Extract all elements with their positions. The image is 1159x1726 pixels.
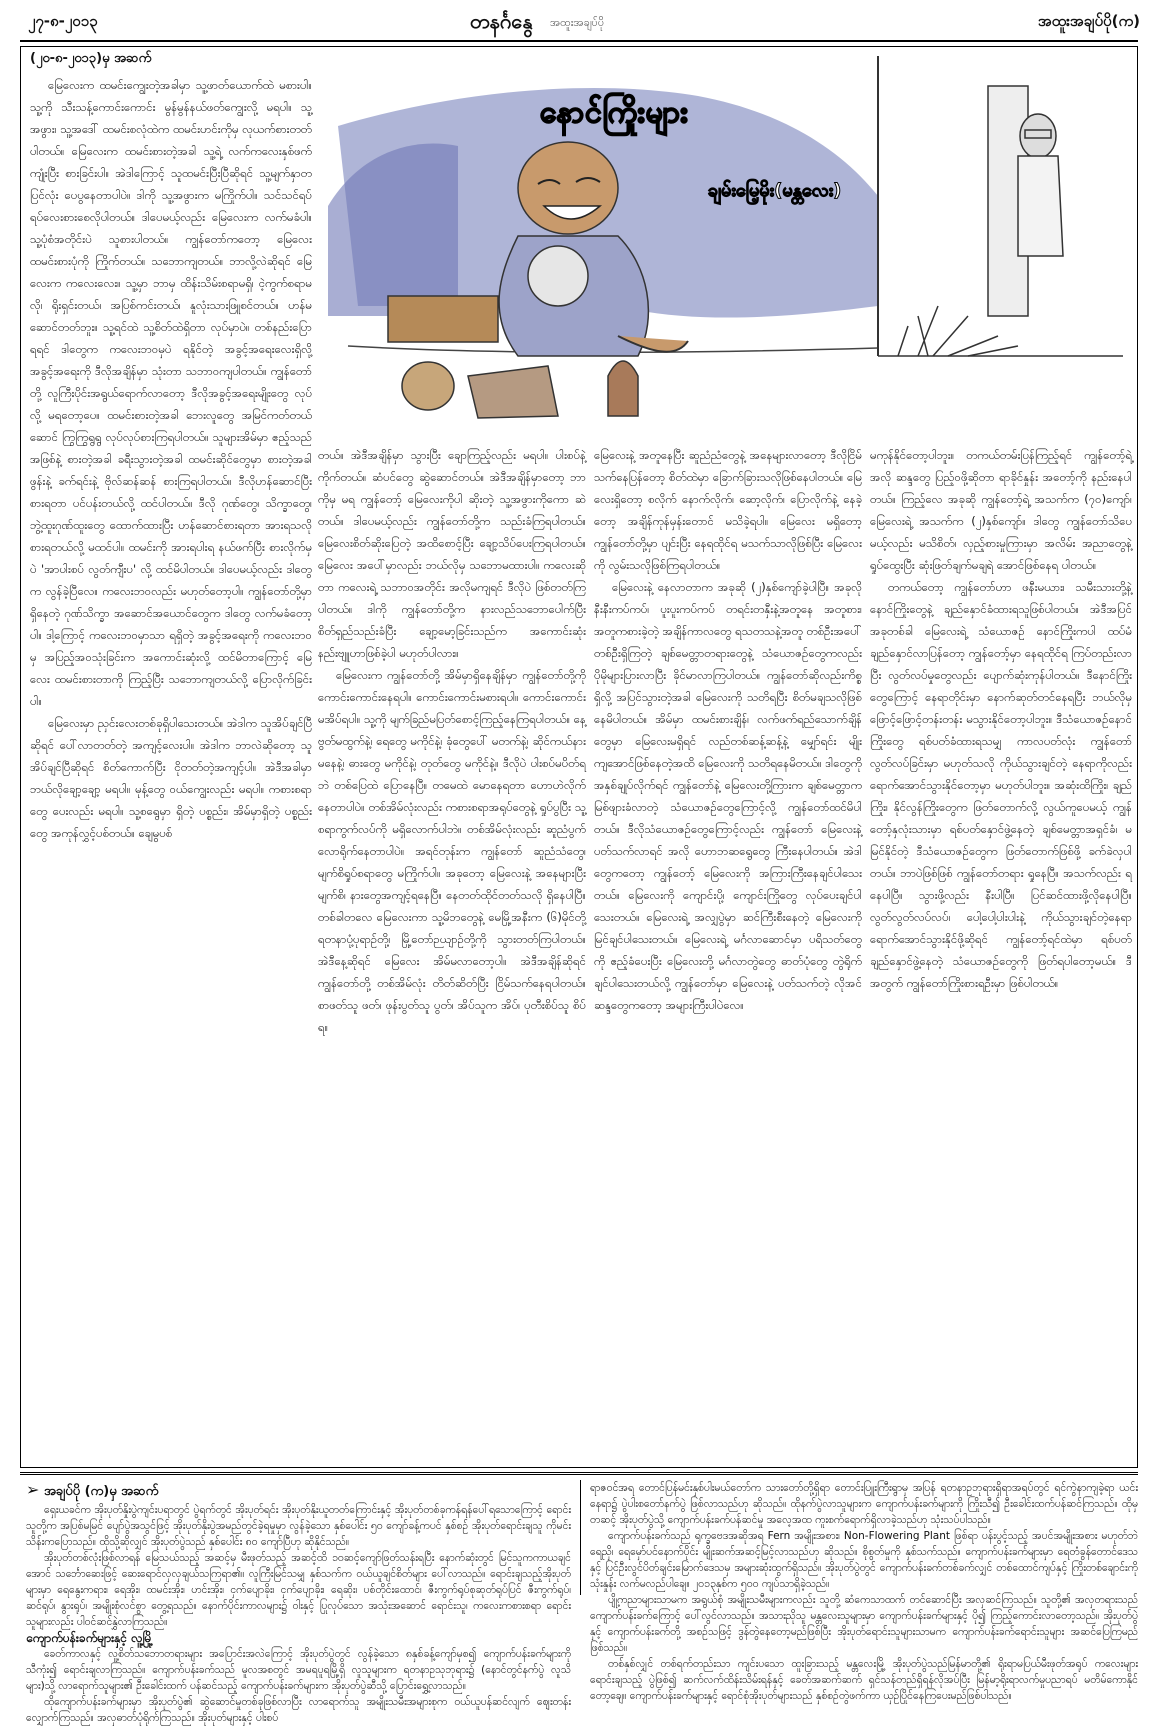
issue-date: ၂၇-၈-၂၀၁၃ [28,12,98,30]
article-column-1 [30,74,312,1462]
article-column-4 [870,444,1132,1462]
toy-figure-1 [402,362,454,410]
toy-figure-2 [608,361,638,416]
cartoon-drawing [318,56,1130,444]
arrow-icon: ➢ [26,1480,40,1499]
masthead [20,8,1140,38]
old-man-body [1018,156,1063,256]
paragraph: အိုးပုတ်တစ်လုံးဖြစ်လာရန် မြေသယ်သည့် အဆင့်မှ မီးဖုတ်သည့် အဆင့်ထိ ၁၀ဆင့်ကျော်ဖြတ်သန်းရပြီး နောက်ဆုံးတွင် မြင်သူကကာယချင်အောင် သင်္ဘောဆေးဖြင့် ဆေးရောင်လှလှချယ်သကြရာ၏။ လူကြီးမြင်သမျှ နှစ်သက်က ဝယ်ယူချင်စိတ်များ ပေါ်လာသည်။ ရောင်းချသည့်အိုးပုတ်များမှာ ရေနွေးကရား၊ ရေအိုး၊ ထမင်းအိုး၊ ဟင်းအိုး၊ ငှက်ပျောခိုး၊ ငှက်ပျောခိုး၊ ရေဆိုး၊ ပစ်တိုင်းထောင်၊ ဇီးကွက်ရုပ်စုဆုတ်ရုပ်ပြင် ဇီးကွက်ရုပ်၊ ဆင်ရုပ်၊ နွားရုပ်၊ အမျိုးစုံလင်စွာ တွေ့ရသည်။ နောက်ပိုင်းကာလများ၌ ဝါးနှင့် ပြုလုပ်သော အသုံးအဆောင် ရောင်းသူ၊ ကလေးကစားစရာ ရောင်းသူများလည်း ပါဝင်ဆင်နွှဲလာကြသည်။ [26,1552,571,1628]
paragraph: ခေတ်ကာလနှင့် လူ့စိတ်သဘောတရားများ အပြောင်းအလဲကြောင့် အိုးပုတ်ပွဲတွင် လွန်ခဲ့သော ၈နှစ်ခန့်ကျော်မှစ၍ ကျောက်ပန်းခက်များကို သီကုံး၍ ရောင်းချလာကြသည်။ ကျောက်ပန်းခက်သည် မူလအစတွင် အမရပူရမြို့ရှိ လူသူများက ရတနာဥသုဘုရား၌ (နောင်တွင်နက်ပွဲ လူသိများ)သို့ လာရောက်သူများ၏ ဦးခေါင်းထက် ပန်ဆင်သည့် ကျောက်ပန်းခက်များက အိုးပုတ်ပွဲဆီသို့ ပြောင်းရွှေ့လာသည်။ [26,1648,571,1692]
lower-column-right [590,1480,1138,1702]
ball [528,246,588,306]
continued-from-label: (၂၀-၈-၂၀၁၃)မှ အဆက် [30,51,152,66]
newspaper-title: တနင်္ဂနွေ [470,9,533,33]
paragraph: တစ်နှစ်လျှင် တစ်ရက်တည်းသာ ကျင်းပသော ထူးခြားသည့် မန္တလေးမြို့ အိုးပုတ်ပွဲသည်မြန်မာတို့၏ ရိုးရာမပြယ်မီးဖုတ်အရုပ် ကလေးများရောင်းချသည့် ပွဲဖြစ်၍ ဆက်လက်ထိန်းသိမ်းရန်နှင့် ခေတ်အဆက်ဆက် ရှင်သန်တည်ရှိရန်လိုအပ်ပြီး မြန်မာ့ရိုးရာလက်မှုပညာရပ် မတိမ်ကောနိုင်တော့ချေ။ ကျောက်ပန်းခက်များနှင့် ရောင်စုံအိုးပုတ်များသည် နှစ်စဉ်တွဲဖက်ကာ ယှဉ်ပြိုင်နေကြပေးမည်ဖြစ်ပါသည်။ [590,1658,1138,1702]
section-label: အထူးအချပ်ပို(က) [1037,12,1140,30]
lower-continued-label: အချပ်ပို (က)မှ အဆက် [43,1484,159,1499]
newspaper-subtitle: အထူးအချပ်ပို [550,16,605,29]
subheading: ကျောက်ပန်းခက်များနှင့် လူ့မြို့ [26,1631,154,1645]
paragraph: မြေလေးနဲ့ အတူနေပြီး ဆူညံညံတွေနဲ့ အနေများလာတော့ ဒီလိုငြိမ်သက်နေပြန်တော့ စိတ်ထဲမှာ ခြောက်ခြားသလိုဖြစ်နေပါတယ်။ မြေလေးရှိတော့ စလိုက် နောက်လိုက်၊ ဆော့လိုက်၊ ပြောလိုက်နဲ့ နေခဲ့တော့ အချိန်ကုန်မှန်းတောင် မသိခဲ့ရပါ။ မြေလေး မရှိတော့ ကျွန်တော်တို့မှာ ပျင်းပြီး နေရထိုင်ရ မသက်သာလိုဖြစ်ပြီး မြေလေးကို လွမ်းသလိုဖြစ်ကြရပါတယ်။ [594,448,862,572]
toy-cart [388,296,498,342]
paragraph: မြေလေးမှာ ညှင်းလေးတစ်ခုရှိပါသေးတယ်။ အဲဒါက သူအိပ်ချင်ပြီဆိုရင် ပေါ်လာတတ်တဲ့ အကျင့်လေးပါ။ အဲဒါက ဘာလဲဆိုတော့ သူအိပ်ချင်ပြီဆိုရင် စိတ်ကောက်ပြီး ငိုတတ်တဲ့အကျင့်ပါ။ အဲဒီအခါမှာ ဘယ်လိုချော့ချော့ မရပါ။ မုန့်တွေ ဝယ်ကျွေးလည်း မရပါ။ ကစားစရာတွေ ပေးလည်း မရပါ။ သူ့စရွေမှာ ရှိတဲ့ ပစ္စည်း၊ အိမ်မှာရှိတဲ့ ပစ္စည်းတွေ အကုန်လွှင့်ပစ်တယ်။ ချေမွပစ် [30,716,312,840]
toy-animal [468,366,558,418]
column-divider [580,1480,581,1595]
paragraph: မြေလေးက ထမင်းကျွေးတဲ့အခါမှာ သူ့ဖာတ်ယောက်ထဲ မစားပါ။ သူ့ကို သီးသန့်ကောင်းကောင်း မွန်မွန်နယ်ဖတ်ကျွေးလို့ မရပါ။ သူ့အဖွား၊ သူ့အဒေါ် ထမင်းစလုံထဲက ထမင်းဟင်းကိုမှ လုယက်စားတတ်ပါတယ်။ မြေလေးက ထမင်းစားတဲ့အခါ သူ့ရဲ့ လက်ကလေးနှစ်ဖက်ကျုံးပြီး စားခြင်းပါ။ အဲဒါကြောင့် သူထမင်းပြီးပြီဆိုရင် သူ့မျက်နှာတပြင်လုံး ပေပွနေတာပါပဲ။ ဒါကို သူ့အဖွားက မကြိုက်ပါ။ သင်သင်ရပ်ရပ်လေးစားစေလိုပါတယ်။ ဒါပေမယ့်လည်း မြေလေးက လက်မခံပါ။ သူ့ပုံစံအတိုင်းပဲ သူစားပါတယ်။ ကျွန်တော်ကတော့ မြေလေးထမင်းစားပုံကို ကြိုက်တယ်။ သဘောကျတယ်။ ဘာလို့လဲဆိုရင် မြေလေးက ကလေးလေး။ သူ့မှာ ဘာမှ ထိန်းသိမ်းစရာမရှိ၊ ငဲ့ကွက်စရာမလို၊ ရိုးရှင်းတယ်၊ အပြစ်ကင်းတယ်၊ နူလုံးသားဖြူစင်တယ်။ ဟန်မဆောင်တတ်ဘူး။ သူ့ရင်ထဲ သူ့စိတ်ထဲရှိတာ လုပ်မှာပဲ။ တစ်နည်းပြောရရင် ဒါတွေက ကလေးဘဝမှပဲ ရနိုင်တဲ့ အခွင့်အရေးလေးရှိလို့ အခွင့်အရေးကို ဒီလိုအချိန်မှာ သုံးတာ သဘာဝကျပါတယ်။ ကျွန်တော်တို့ လူကြီးပိုင်းအရွယ်ရောက်လာတော့ ဒီလိုအခွင့်အရေးမျိုးတွေ လုပ်လို့ မရတော့ပေ။ ထမင်းစားတဲ့အခါ ဘေးလူတွေ အမြင်ကတ်တယ်ဆောင် ကြွကြွရွရွ လုပ်လုပ်စားကြရပါတယ်။ သူများအိမ်မှာ ဧည့်သည်အဖြစ်နဲ့ စားတဲ့အခါ ခရီးသွားတဲ့အခါ ထမင်းဆိုင်တွေမှာ စားတဲ့အခါ ဖွန်းနဲ့ ခက်ရင်းနဲ့ ဗိုလ်ဆန်ဆန် စားကြရပါတယ်။ ဒီလိုဟန်ဆောင်ပြီး စားရတာ ပင်ပန်းတယ်လို့ ထင်ပါတယ်။ ဒီလို ဂုဏ်တွေ၊ သိက္ခာတွေ၊ ဘွဲ့ထူးဂုဏ်ထူးတွေ ထောက်ထားပြီး ဟန်ဆောင်စားရတာ အားရသလို စားရတယ်လို့ မထင်ပါ။ ထမင်းကို အားရပါးရ နယ်ဖက်ပြီး စားလိုက်မှပဲ 'အာပါးစပ် လွတ်ကျီးပ' လို့ ထင်မိပါတယ်။ ဒါပေမယ့်လည်း ဒါတွေက လွန်ခဲ့ပြီလေ။ ကလေးဘဝလည်း မဟုတ်တော့ပါ။ ကျွန်တော်တို့မှာ ရှိနေတဲ့ ဂုဏ်သိက္ခာ အဆောင်အယောင်တွေက ဒါတွေ လက်မခံတော့ပါ။ ဒါ့ကြောင့် ကလေးဘဝမှာသာ ရရှိတဲ့ အခွင့်အရေးကို ကလေးဘဝမှ အပြည့်အဝသုံးခြင်းက အကောင်းဆုံးလို့ ထင်မိတာကြောင့် မြေလေး ထမင်းစားတာကို ကြည့်ပြီး သဘောကျတယ်လို့ ပြောလိုက်ခြင်းပါ။ [30,78,312,708]
section-divider [20,1472,1138,1475]
paragraph: ထိုကျောက်ပန်းခက်များမှာ အိုးပုတ်ပွဲ၏ ဆွဲဆောင်မှုတစ်ခုဖြစ်လာပြီး လာရောက်သူ အမျိုးသမီးအများစုက ဝယ်ယူပန်ဆင်လျက် ဈေးတန်းလျှောက်ကြသည်။ အလှဓာတ်ပုံရိုက်ကြသည်။ အိုးပုတ်များနှင့် ပါးစပ် [26,1696,571,1724]
article-byline: ချမ်းမြေ့မိုး(မန္တလေး) [708,180,842,201]
child-head [518,142,618,234]
illustration [318,56,1130,444]
lower-column-left [26,1502,571,1724]
lower-continued-heading [26,1480,158,1502]
paragraph: မြေလေးနဲ့ နေလာတာက အခုဆို (၂)နှစ်ကျော်ခဲ့ပါပြီ။ အခုလို နီးနီးကပ်ကပ်၊ ပူးပူးကပ်ကပ် တရင်းတနှီးနဲ့အတူနေ အတူစား၊ အတူကစားခဲ့တဲ့ အချိန်ကာလတွေ ရသတသနဲ့အတူ တစ်ဦးအပေါ် တစ်ဦးရှိကြတဲ့ ချစ်မေတ္တာတရားတွေနဲ့ သံယောဇဉ်တွေကလည်း ပိုမိုများပြားလာပြီး ခိုင်မာလာကြပါတယ်။ ကျွန်တော်ဆိုလည်းကိစ္စရှိလို့ အပြင်သွားတဲ့အခါ မြေလေးကို သတိရပြီး စိတ်မချသလိုဖြစ်နေမိပါတယ်။ အိမ်မှာ ထမင်းစားချိန်၊ လက်ဖက်ရည်သောက်ချိန်တွေမှာ မြေလေးမရှိရင် လည်တစ်ဆန့်ဆန့်နဲ့ မျှော်ရင်း မျိုးကျအောင်ဖြစ်နေတဲ့အထိ မြေလေးကို သတိရနေမိတယ်။ ဒါတွေကို အနှစ်ချုပ်လိုက်ရင် ကျွန်တော်နဲ့ မြေလေးတို့ကြားက ချစ်မေတ္တာက မြစ်ဖျားခံလာတဲ့ သံယောဇဉ်တွေကြောင့်လို့ ကျွန်တော်ထင်မိပါတယ်။ ဒီလိုသံယောဇဉ်တွေကြောင့်လည်း ကျွန်တော် မြေလေးနဲ့ ပတ်သက်လာရင် အလို ဟောဘဆရွေတွေ ကြီးနေပါတယ်။ အဲဒါတွေကတော့ ကျွန်တော့် မြေလေးကို အကြားကြီးနေချင်ပါသေးတယ်။ မြေလေးကို ကျောင်းပို့၊ ကျောင်းကြိုတွေ လုပ်ပေးချင်ပါသေးတယ်။ မြေလေးရဲ့ အလျှပွဲမှာ ဆင်ကြီးစီးနေတဲ့ မြေလေးကို မြင်ချင်ပါသေးတယ်။ မြေလေးရဲ့ မင်္ဂလာဆောင်မှာ ပရိသတ်တွေကို ဧည့်ခံပေးပြီး မြေလေးတို့ မင်္ဂလာတွဲတွေ ဓာတ်ပုံတွေ တွဲရိုက်ချင်ပါသေးတယ်လို့ ကျွန်တော်မှာ မြေလေးနဲ့ ပတ်သက်တဲ့ လိုအင်ဆန္ဒတွေကတော့ အများကြီးပါပဲလေ။ [594,580,863,1012]
article-column-3 [594,444,862,1462]
paragraph: ကျောက်ပန်းခက်သည် ရုက္ခဗေဒအဆိုအရ Fern အမျိုးအစား၊ Non-Flowering Plant ဖြစ်ရာ ပန်းပွင့်သည့် အပင်အမျိုးအစား မဟုတ်ဘဲ ရေညှိ၊ ရေမှော်ပင်နောက်ပိုင်း မျိုးဆက်အဆင့်မြင့်လာသည်ဟု ဆိုသည်။ စိုစွတ်မှုကို နှစ်သက်သည်။ ကျောက်ပန်းခက်များမှာ ရေတံခွန်တောင်ဒေသနှင့် ပြင်ဦးလွင်ပိတ်ချင်းမြောက်ဒေသမှ အများဆုံးထွက်ရှိသည်။ အိုးပုတ်ပွဲတွင် ကျောက်ပန်းခက်တစ်ခက်လျှင် တစ်ထောင်ကျပ်နှင့် ကြိုးတစ်ချောင်းကိုသုံးနှုန်း လက်မလည်ပါချေ။ ၂၀၁၃နှစ်က ၅၀၀ ကျပ်သာရှိခဲ့သည်။ [590,1530,1138,1590]
article-column-2 [318,444,586,1462]
paragraph: တယ်။ အဲဒီအချိန်မှာ သွားပြီး ချောကြည့်လည်း မရပါ။ ပါးစပ်နဲ့ ကိုက်တယ်။ ဆံပင်တွေ ဆွဲဆောင်တယ်။ အဲဒီအချိန်မှာတော့ ဘာကိုမှ မရ ကျွန်တော့် မြေလေးကိုပါ ဆိုးတဲ့ သူ့အဖွားကိုကော ဆဲတယ်။ ဒါပေမယ့်လည်း ကျွန်တော်တို့က သည်းခံကြရပါတယ်။ မြေလေးစိတ်ဆိုးပြေတဲ့ အထိစောင့်ပြီး ချော့သိပ်ပေးကြရပါတယ်။ မြေလေး အပေါ်မှာလည်း ဘယ်လိုမှ သဘောမထားပါ။ ကလေးဆိုတာ ကလေးရဲ့ သဘာဝအတိုင်း အလိုမကျရင် ဒီလိုပဲ ဖြစ်တတ်ကြပါတယ်။ ဒါကို ကျွန်တော်တို့က နားလည်သဘောပေါက်ပြီး စိတ်ရှည်သည်းခံပြီး ချော့မော့ခြင်းသည်က အကောင်းဆုံးနည်းဗျူဟာဖြစ်ခဲ့ပါ မဟုတ်ပါလား။ [318,448,586,660]
article-title: နောင်ကြိုးများ [540,95,689,130]
paragraph: တကယ်တော့ ကျွန်တော်ဟာ ဖနီးမယား၊ သမီးသားတို့နဲ့ နောင်ကြိုးတွေနဲ့ ချည်နှောင်ခံထားရသူဖြစ်ပါတယ်။ အဲဒီအပြင် အခုတစ်ခါ မြေလေးရဲ့ သံယောဇဉ် နောင်ကြိုးကပါ ထပ်မံချည်နှောင်လာပြန်တော့ ကျွန်တော့်မှာ နေရထိုင်ရ ကြပ်တည်းလာပြီး လွတ်လပ်မှုတွေလည်း ပျောက်ဆုံးကုန်ပါတယ်။ ဒီနောင်ကြိုးတွေကြောင့် နေရာတိုင်းမှာ နောက်ဆုတ်တင်နေရပြီး ဘယ်လိုမှ ဖြောင့်ဖြောင့်တန်းတန်း မသွားနိုင်တော့ပါဘူး။ ဒီသံယောဇဉ်နောင်ကြိုးတွေ ရစ်ပတ်ခံထားရသမျှ ကာလပတ်လုံး ကျွန်တော် လွတ်လပ်ခြင်းမှာ မဟုတ်သလို ကိုယ်သွားချင်တဲ့ နေရာကိုလည်း ရောက်အောင်သွားနိုင်တော့မှာ မဟုတ်ပါဘူး။ အဆုံးထိကြိုး၊ ချည်ကြိုး၊ နိုင်လွန်ကြိုးတွေက ဖြတ်တောက်လို့ လွယ်ကူပေမယ့် ကျွန်တော့်နှလုံးသားမှာ ရစ်ပတ်နှောင်ဖွဲ့နေတဲ့ ချစ်မေတ္တာအရှင်ခံ၊ မမြင်နိုင်တဲ့ ဒီသံယောဇဉ်တွေက ဖြတ်တောက်ဖြစ်ဖို့ ခက်ခဲလှပါတယ်။ ဘာပဲဖြစ်ဖြစ် ကျွန်တော်တရား ရှုနေပြီ။ အသက်လည်း ရနေပါပြီ။ သွားဖို့လည်း နီးပါပြီ။ ပြင်ဆင်ထားဖို့လိုနေပါပြီ။ လွတ်လွတ်လပ်လပ်၊ ပေါ့ပေါ့ပါးပါးနဲ့ ကိုယ်သွားချင်တဲ့နေရာ ရောက်အောင်သွားနိုင်ဖို့ဆိုရင် ကျွန်တော့်ရင်ထဲမှာ ရစ်ပတ်ချည်နှောင်ဖွဲ့နေတဲ့ သံယောဇဉ်တွေကို ဖြတ်ရပါတော့မယ်။ ဒီအတွက် ကျွန်တော်ကြိုးစားရဦးမှာ ဖြစ်ပါတယ်။ [870,580,1132,990]
paragraph: ပျို့ကညာများသာမက အရွယ်စုံ အမျိုးသမီးများကလည်း သူတို့ ဆံကေသာထက် တင်ဆောင်ပြီး အလှဆင်ကြသည်။ သူတို့၏ အလှတရားသည် ကျောက်ပန်းခက်ကြောင့် ပေါ်လွင်လာသည်။ အသားညိုသူ မန္တလေးသူများမှာ ကျောက်ပန်းခက်များနှင့် ပို၍ ကြည့်ကောင်းလာတော့သည်။ အိုးပုတ်ပွဲနှင့် ကျောက်ပန်းခက်တို့ အစဉ်သဖြင့် ဒွန်တွဲနေတော့မည်ဖြစ်ပြီး အိုးပုတ်ရောင်းသူများသာမက ကျောက်ပန်းခက်ရောင်းသူများ အဆင်ပြေကြမည်ဖြစ်သည်။ [590,1594,1138,1654]
paragraph: ရှေးယခင်က အိုးပုတ်နှိုးပွဲကျင်းပရာတွင် ပွဲရက်တွင် အိုးပုတ်ရင်း အိုးပုတ်နိုးယူတတ်ကြောင်းနှင့် အိုးပုတ်တစ်ခုကန်ရန်ပေါ်ရသောကြောင့် ရောင်းသူတို့က အပြစ်မမြင် ပျော်ပွဲအသွင်ဖြင့် အိုးပုတ်နိုးပွဲအမည်တွင်ခဲ့ရမှုမှာ လွန်ခဲ့သော နှစ်ပေါင်း ၅၀ ကျော်ခန့်ကပင် နှစ်စဉ် အိုးပုတ်ရောင်းချသူ ကိုမင်းသိန်းကပြောသည်။ ထိုသို့ဆိုလျှင် အိုးပုတ်ပွဲသည် နှစ်ပေါင်း ၈၀ ကျော်ပြီဟု ဆိုနိုင်သည်။ [26,1504,571,1548]
paragraph: မြေလေးက ကျွန်တော်တို့ အိမ်မှာရှိနေချိန်မှာ ကျွန်တော်တို့ကို ကောင်းကောင်းနေရပါ။ ကောင်းကောင်းမစားရပါ။ ကောင်းကောင်း မအိပ်ရပါ။ သူ့ကို မျက်ခြည်မပြတ်စောင့်ကြည့်နေကြရပါတယ်။ နေ့ဗွတ်မထွက်နဲ့၊ ရေတွေ မကိုင်နဲ့၊ ခုံတွေပေါ် မတက်နဲ့၊ ဆိုင်ကယ်နား မနေနဲ့၊ ဓားတွေ မကိုင်နဲ့၊ တုတ်တွေ မကိုင်နဲ့။ ဒီလိုပဲ ပါးစပ်မပိတ်ရဘဲ တစ်ပြေထဲ ပြောနေပြီ။ တမေထဲ မောနေရတာ ဟောဟဲလိုက်နေတာပါပဲ။ တစ်အိမ်လုံးလည်း ကစားစရာအရုပ်တွေနဲ့ ရှုပ်ပွပြီး သူ့စရာကွက်လပ်ကို မရှိလောက်ပါဘဲ။ တစ်အိမ်လုံးလည်း ဆူညံပွက်လောရိုက်နေတာပါပဲ။ အရင်တုန်းက ကျွန်တော် ဆူညံသံတွေ၊ မျက်စိရှုပ်စရာတွေ မကြိုက်ပါ။ အခုတော့ မြေလေးနဲ့ အနေများပြီး မျက်စိ၊ နားတွေအကျင့်ရနေပြီ။ နေတတ်ထိုင်တတ်သလို ရှိနေပါပြီ။ တစ်ခါတလေ မြေလေးကာ သူ့မိဘတွေနဲ့ မေမြို့အနီးက (၆)မိုင်တို့ ရတနာပုံ့ပုရာဉ်တို့၊ မြို့တော်ဉယျာဉ်တို့ကို သွားတတ်ကြပါတယ်။ အဲဒီနေ့ဆိုရင် မြေလေး အိမ်မလာတော့ပါ။ အဲဒီအချိန်ဆိုရင် ကျွန်တော်တို့ တစ်အိမ်လုံး တိတ်ဆိတ်ပြီး ငြိမ်သက်နေရပါတယ်။ စာဖတ်သူ ဖတ်၊ ဖုန်းပွတ်သူ ပွတ်၊ အိပ်သူက အိပ်၊ ပုတီးစိပ်သူ စိပ်ရ။ [318,668,586,1034]
header-rule [20,40,1138,42]
paragraph: မကုန်နိုင်တော့ပါဘူး။ တကယ်တမ်းပြန်ကြည့်ရင် ကျွန်တော့်ရဲ့ အလို ဆန္ဒတွေ ပြည့်ဝဖို့ဆိုတာ ရာခိုင်နှုန်း အတော့်ကို နည်းနေပါတယ်။ ကြည့်လေ အခုဆို ကျွန်တော့်ရဲ့ အသက်က (၇၀)ကျော်၊ မြေလေးရဲ့ အသက်က (၂)နှစ်ကျော်။ ဒါတွေ ကျွန်တော်သိပေမယ့်လည်း မသိစိတ်၊ လှည့်စားမှုကြားမှာ အလိမ်း အညာတွေနဲ့ ရှုပ်ထွေးပြီး ဆုံးဖြတ်ချက်မချရဲ အောင်ဖြစ်နေရ ပါတယ်။ [870,448,1132,572]
paragraph: ရာဇဝင်အရ တောင်ပြန်မင်းနှစ်ပါးမယ်တော်က သားတော်တို့ရှိရာ တောင်းပြူးကြီးရွာမှ အပြန် ရတနာဥဘုရားရှိရာအရပ်တွင် ရင်ကွဲနာကျခဲ့ရာ ယင်းနေရာ၌ ပွဲပါးစတော်နက်ပွဲ ဖြစ်လာသည်ဟု ဆိုသည်။ ထိုနက်ပွဲလာသူများက ကျောက်ပန်းခက်များကို ကြိုးသီ၍ ဦးခေါင်းထက်ပန်ဆင်ကြသည်။ ထိုမှတဆင့် အိုးပုတ်ပွဲသို့ ကျောက်ပန်းခက်ပန်ဆင်မှု အလေ့အထ ကူးစက်ရောက်ရှိလာခဲ့သည်ဟု သုံးသပ်ပါသည်။ [590,1482,1138,1526]
